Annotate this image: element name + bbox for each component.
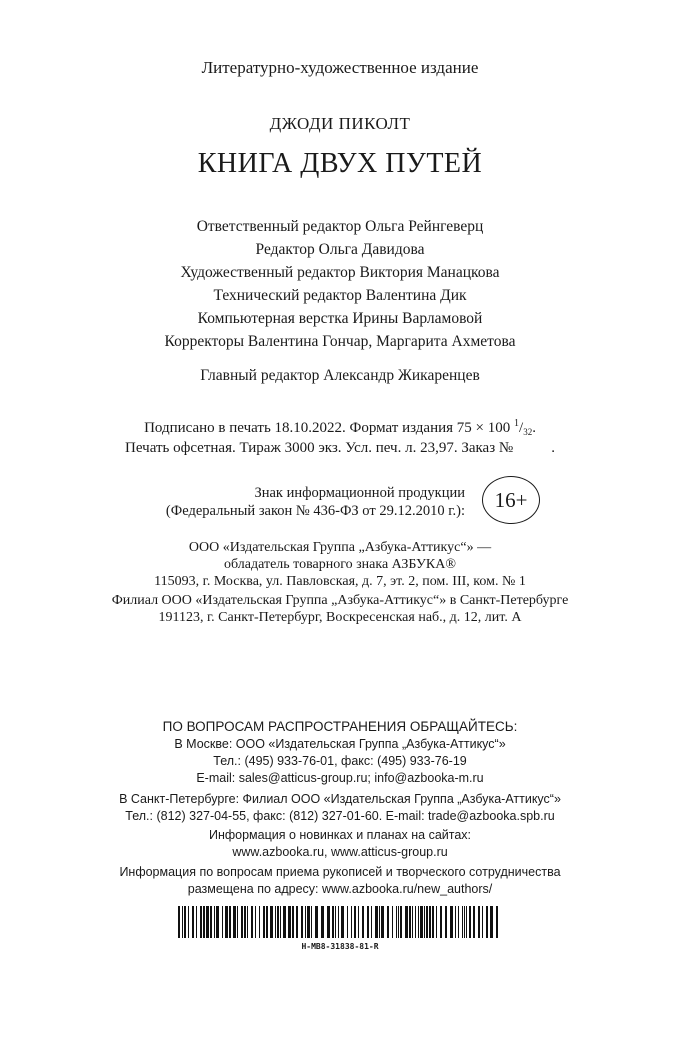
credit-line: Редактор Ольга Давидова xyxy=(255,241,425,258)
print-info-line-1 xyxy=(0,418,680,437)
credit-line: Корректоры Валентина Гончар, Маргарита Ахметова xyxy=(164,333,516,350)
manuscripts-address: размещена по адресу: www.azbooka.ru/new_authors/ xyxy=(187,882,493,896)
credit-line: Ответственный редактор Ольга Рейнгеверц xyxy=(196,218,484,235)
distribution-spb: В Санкт-Петербурге: Филиал ООО «Издательская Группа „Азбука-Аттикус“» xyxy=(119,792,561,806)
publisher-branch-address: 191123, г. Санкт-Петербург, Воскресенская наб., д. 12, лит. А xyxy=(158,610,522,625)
credit-line: Компьютерная верстка Ирины Варламовой xyxy=(197,310,483,327)
format-fraction-numerator: 1 xyxy=(514,418,520,429)
credit-line: Технический редактор Валентина Дик xyxy=(213,287,467,304)
age-rating-value: 16+ xyxy=(494,487,528,512)
distribution-heading: ПО ВОПРОСАМ РАСПРОСТРАНЕНИЯ ОБРАЩАЙТЕСЬ: xyxy=(162,719,518,734)
print-info-period: . xyxy=(532,420,536,436)
publisher-line: обладатель товарного знака АЗБУКА® xyxy=(224,557,456,572)
publisher-branch: Филиал ООО «Издательская Группа „Азбука-Аттикус“» в Санкт-Петербурге xyxy=(111,593,569,608)
distribution-moscow: В Москве: ООО «Издательская Группа „Азбука-Аттикус“» xyxy=(174,737,506,751)
credit-line: Художественный редактор Виктория Манацкова xyxy=(180,264,500,281)
sites-list: www.azbooka.ru, www.atticus-group.ru xyxy=(232,845,448,859)
print-info-text: Печать офсетная. Тираж 3000 экз. Усл. печ. л. 23,97. Заказ № xyxy=(125,440,514,456)
publisher-address: 115093, г. Москва, ул. Павловская, д. 7, эт. 2, пом. III, ком. № 1 xyxy=(154,574,526,589)
barcode-caption: Н-МВ8-31838-81-R xyxy=(301,942,379,951)
sites-label: Информация о новинках и планах на сайтах: xyxy=(208,828,472,842)
distribution-moscow-phone: Тел.: (495) 933-76-01, факс: (495) 933-76-19 xyxy=(213,754,467,768)
age-rating-label: Знак информационной продукции xyxy=(254,485,465,501)
chief-editor: Главный редактор Александр Жикаренцев xyxy=(200,367,480,384)
publisher-line: ООО «Издательская Группа „Азбука-Аттикус“» — xyxy=(188,540,492,555)
print-info-period: . xyxy=(551,440,555,456)
genre-label: Литературно-художественное издание xyxy=(201,58,479,77)
format-fraction-slash: / xyxy=(519,420,524,436)
age-rating-badge xyxy=(482,476,540,524)
manuscripts-info: Информация по вопросам приема рукописей и творческого сотрудничества xyxy=(119,865,561,879)
print-info-text: Подписано в печать 18.10.2022. Формат издания 75 × 100 xyxy=(144,420,515,436)
age-rating-law: (Федеральный закон № 436-ФЗ от 29.12.2010 г.): xyxy=(165,503,465,519)
format-fraction-denominator: 32 xyxy=(523,427,533,437)
author-name: ДЖОДИ ПИКОЛТ xyxy=(269,114,411,133)
print-info-line-2 xyxy=(0,440,680,457)
barcode xyxy=(176,906,504,938)
distribution-moscow-email: E-mail: sales@atticus-group.ru; info@azbooka-m.ru xyxy=(196,771,484,785)
book-title: КНИГА ДВУХ ПУТЕЙ xyxy=(197,148,483,179)
distribution-spb-phone: Тел.: (812) 327-04-55, факс: (812) 327-01-60. E-mail: trade@azbooka.spb.ru xyxy=(125,809,555,823)
